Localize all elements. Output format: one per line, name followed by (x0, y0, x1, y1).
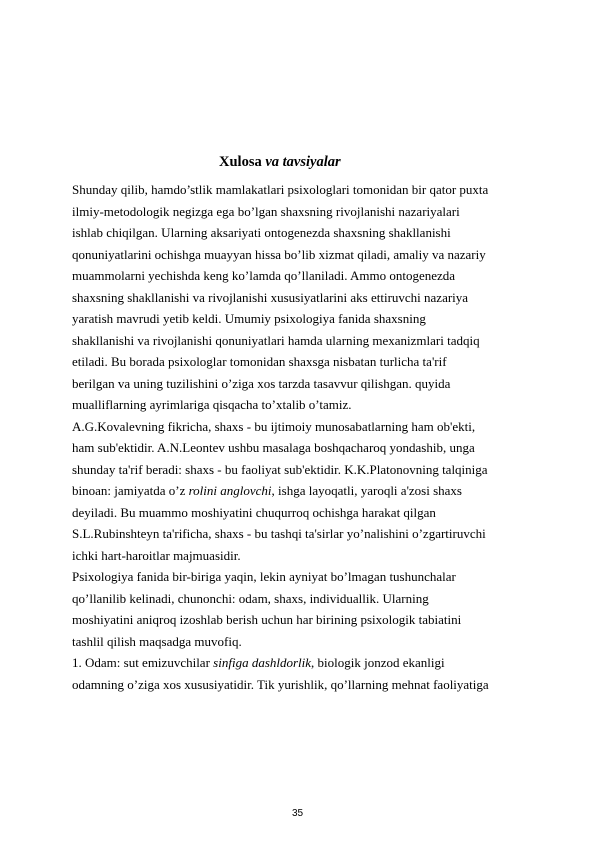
text-line (72, 308, 532, 330)
text-run: A.G.Kovalevning fikricha, shaxs - bu ijtimoiy munosabatlarning ham ob'ekti, (72, 418, 476, 434)
text-run: etiladi. Bu borada psixologlar tomonidan shaxsga nisbatan turlicha ta'rif (72, 354, 447, 369)
text-run: ichki hart-haroitlar majmuasidir. (72, 547, 241, 563)
text-line (72, 566, 532, 588)
text-run: yaratish mavrudi yetib keldi. Umumiy psixologiya fanida shaxsning (72, 311, 426, 326)
italic-phrase: rolini anglovchi (188, 483, 272, 498)
text-line (72, 287, 532, 309)
text-line (72, 480, 532, 502)
text-run: ilmiy-metodologik negizga ega bo’lgan shaxsning rivojlanishi nazariyalari (72, 203, 460, 219)
text-run: ishlab chiqilgan. Ularning aksariyati ontogenezda shaxsning shakllanishi (72, 225, 451, 240)
text-line (72, 394, 532, 416)
text-run: Psixologiya fanida bir-biriga yaqin, lekin ayniyat bo’lmagan tushunchalar (72, 569, 456, 584)
text-line (72, 523, 532, 545)
text-run: , biologik jonzod ekanligi (311, 655, 445, 670)
italic-phrase: sinfiga dashldorlik (213, 655, 312, 670)
page-number (0, 808, 595, 819)
text-run: shakllanishi va rivojlanishi qonuniyatlari hamda ularning mexanizmlari tadqiq (72, 332, 480, 348)
heading-text (219, 154, 341, 171)
text-line (72, 545, 532, 567)
text-run: shaxsning shakllanishi va rivojlanishi xususiyatlarini aks ettiruvchi nazariya (72, 289, 469, 305)
text-run: odamning o’ziga xos xususiyatidir. Tik yurishlik, qo’llarning mehnat faoliyatiga (72, 676, 489, 692)
text-line (72, 502, 532, 524)
text-line (72, 179, 532, 201)
text-line (72, 437, 532, 459)
text-run: moshiyatini aniqroq izoshlab berish uchun har birining psixologik tabiatini (72, 612, 462, 627)
text-run: binoan: jamiyatda o’z (72, 483, 189, 498)
text-line (72, 652, 532, 674)
text-line (72, 222, 532, 244)
text-run: , ishga layoqatli, yaroqli a'zosi shaxs (271, 483, 462, 498)
text-run: 1. Odam: sut emizuvchilar (72, 655, 214, 670)
text-line (72, 631, 532, 653)
text-line (72, 373, 532, 395)
text-run: qonuniyatlarini ochishga muayyan hissa bo’lib xizmat qiladi, amaliy va nazariy (72, 246, 486, 262)
text-line (72, 588, 532, 610)
text-run: shunday ta'rif beradi: shaxs - bu faoliyat sub'ektidir. K.K.Platonovning talqiniga (72, 461, 488, 477)
heading-italic: va tavsiyalar (265, 154, 341, 170)
text-line (72, 351, 532, 373)
text-line (72, 330, 532, 352)
heading-bold: Xulosa (219, 154, 266, 170)
text-run: Shunday qilib, hamdo’stlik mamlakatlari psixologlari tomonidan bir qator puxta (72, 182, 489, 197)
text-line (72, 674, 532, 696)
text-run: ham sub'ektidir. A.N.Leontev ushbu masalaga boshqacharoq yondashib, unga (72, 440, 475, 455)
text-run: S.L.Rubinshteyn ta'rificha, shaxs - bu tashqi ta'sirlar yo’nalishini o’zgartiruvchi (72, 526, 486, 541)
page-number-text: 35 (291, 808, 304, 819)
text-run: muammolarni yechishda keng ko’lamda qo’llaniladi. Ammo ontogenezda (72, 268, 456, 283)
text-line (72, 416, 532, 438)
text-run: qo’llanilib kelinadi, chunonchi: odam, shaxs, individuallik. Ularning (72, 590, 429, 606)
text-line (72, 609, 532, 631)
text-line (72, 201, 532, 223)
text-run: berilgan va uning tuzilishini o’ziga xos tarzda tasavvur qilishgan. quyida (72, 375, 451, 391)
text-line (72, 244, 532, 266)
text-run: tashlil qilish maqsadga muvofiq. (72, 633, 242, 649)
text-line (72, 459, 532, 481)
text-run: deyiladi. Bu muammo moshiyatini chuqurroq ochishga harakat qilgan (72, 504, 436, 520)
text-line (72, 265, 532, 287)
text-run: mualliflarning ayrimlariga qisqacha to’xtalib o’tamiz. (72, 397, 352, 412)
body-text (72, 179, 532, 695)
